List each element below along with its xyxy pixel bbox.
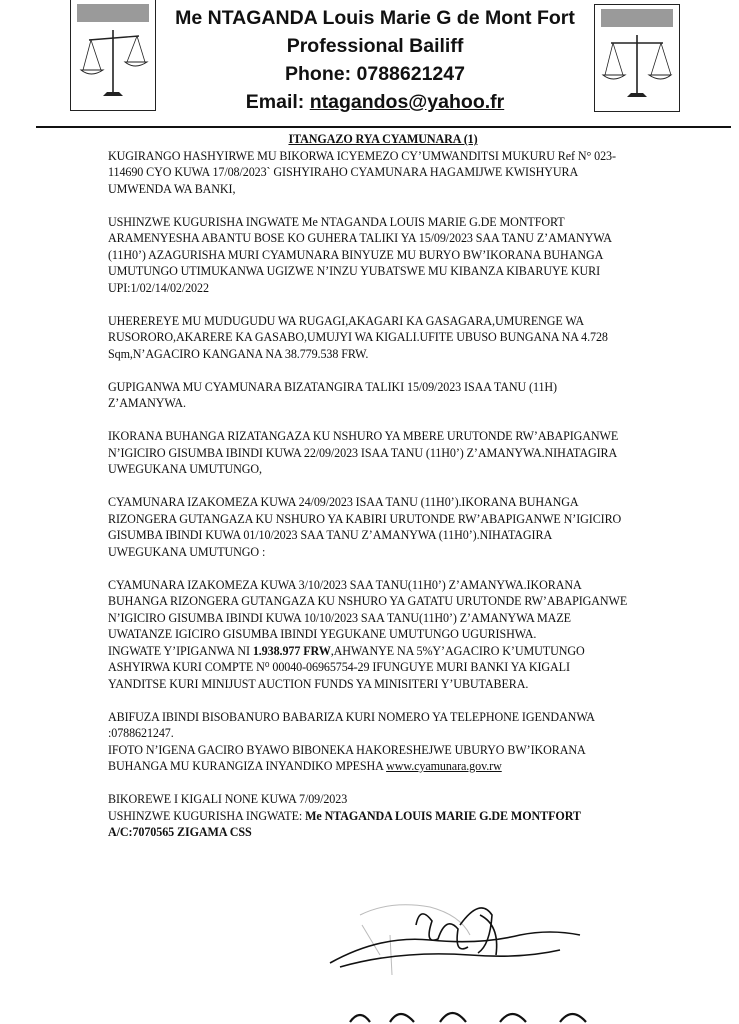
account-line: [108, 824, 628, 841]
paragraph-court-order: KUGIRANGO HASHYIRWE MU BIKORWA ICYEMEZO CY’UMWANDITSI MUKURU Ref N° 023-114690 CYO KUWA 17/08/2023` GISHYIRAHO CYAMUNARA HAGAMIJWE KWISHYURA UMWENDA WA BANKI,: [108, 148, 616, 196]
paragraph-property-location: UHEREREYE MU MUDUGUDU WA RUGAGI,AKAGARI KA GASAGARA,UMURENGE WA RUSORORO,AKARERE KA GASABO,UMUJYI WA KIGALI.UFITE UBUSO BUNGANA NA 4.728 Sqm,N’AGACIRO KANGANA NA 38.779.538 FRW.: [108, 313, 608, 361]
email-link[interactable]: ntagandos@yahoo.fr: [309, 91, 505, 113]
deposit-account-text: ,AHWANYE NA 5%Y’AGACIRO K’UMUTUNGO ASHYIRWA KURI COMPTE N⁰ 00040-06965754-29 IFUNGUYE MURI BANKI YA KIGALI YANDITSE KURI MINIJUST AUCTION FUNDS YA MINISITERI Y’UBUTABERA.: [108, 643, 585, 691]
photos-text: IFOTO N’IGENA GACIRO BYAWO BIBONEKA HAKORESHEJWE UBURYO BW’IKORANA BUHANGA MU KURANGIZA INYANDIKO MPESHA: [108, 742, 585, 773]
account-number: A/C:7070565 ZIGAMA CSS: [108, 825, 252, 839]
bailiff-name: Me NTAGANDA Louis Marie G de Mont Fort: [175, 7, 575, 29]
email-label: Email:: [245, 91, 310, 113]
signature-stamp-image: [320, 895, 600, 985]
signatory-name: Me NTAGANDA LOUIS MARIE G.DE MONTFORT: [305, 808, 581, 823]
cut-off-handwriting-image: [340, 1000, 640, 1024]
issued-place-date: BIKOREWE I KIGALI NONE KUWA 7/09/2023: [108, 792, 348, 806]
scales-logo-right: [594, 4, 680, 112]
cyamunara-link[interactable]: www.cyamunara.gov.rw: [386, 759, 502, 773]
paragraph-third-round: CYAMUNARA IZAKOMEZA KUWA 3/10/2023 SAA TANU(11H0’) Z’AMANYWA.IKORANA BUHANGA RIZONGERA GUTANGAZA KU NSHURO YA GATATU URUTONDE RW’ABAPIGANWE N’IGICIRO GISUMBA IBINDI KUWA 10/10/2023 SAA TANU(11H0’) Z’AMANYWA MAZE UWATANZE IGICIRO GISUMBA IBINDI YEGUKANE UMUTUNGO UGURISHWA.: [108, 577, 628, 641]
scales-of-justice-icon: [601, 31, 673, 107]
notice-title: ITANGAZO RYA CYAMUNARA (1): [288, 132, 478, 146]
header-divider: [36, 126, 731, 128]
bailiff-role: Professional Bailiff: [286, 35, 464, 57]
scales-logo-left: [70, 0, 156, 111]
auction-notice: [108, 131, 628, 841]
paragraph-first-results: IKORANA BUHANGA RIZATANGAZA KU NSHURO YA MBERE URUTONDE RW’ABAPIGANWE N’IGICIRO GISUMBA IBINDI KUWA 22/09/2023 ISAA TANU (11H0’) Z’AMANYWA.NIHATAGIRA UWEGUKANA UMUTUNGO,: [108, 429, 619, 476]
paragraph-bidding-start: GUPIGANWA MU CYAMUNARA BIZATANGIRA TALIKI 15/09/2023 ISAA TANU (11H) Z’AMANYWA.: [108, 379, 557, 410]
paragraph-contact: ABIFUZA IBINDI BISOBANURO BABARIZA KURI NOMERO YA TELEPHONE IGENDANWA :0788621247.: [108, 709, 595, 740]
letterhead-text: [160, 4, 590, 116]
deposit-amount: 1.938.977 FRW: [252, 643, 331, 658]
bailiff-phone: Phone: 0788621247: [285, 63, 465, 85]
signatory-line: [108, 808, 628, 825]
logo-bar: [601, 9, 673, 27]
scales-of-justice-icon: [77, 26, 149, 106]
deposit-text: INGWATE Y’IPIGANWA NI: [108, 643, 253, 658]
signatory-label: USHINZWE KUGURISHA INGWATE:: [108, 808, 306, 823]
letterhead: [0, 0, 739, 128]
paragraph-second-round: CYAMUNARA IZAKOMEZA KUWA 24/09/2023 ISAA TANU (11H0’).IKORANA BUHANGA RIZONGERA GUTANGAZA KU NSHURO YA KABIRI URUTONDE RW’ABAPIGANWE N’IGICIRO GISUMBA IBINDI KUWA 01/10/2023 SAA TANU Z’AMANYWA (11H0’).NIHATAGIRA UWEGUKANA UMUTUNGO :: [108, 495, 622, 559]
paragraph-deposit: [108, 643, 628, 693]
logo-bar: [77, 4, 149, 22]
bailiff-email-line: [160, 88, 590, 116]
paragraph-auction-announcement: USHINZWE KUGURISHA INGWATE Me NTAGANDA LOUIS MARIE G.DE MONTFORT ARAMENYESHA ABANTU BOSE KO GUHERA TALIKI YA 15/09/2023 SAA TANU Z’AMANYWA (11H0’) AZAGURISHA MURI CYAMUNARA BINYUZE MU BURYO BW’IKORANA BUHANGA UMUTUNGO UTIMUKANWA UGIZWE N’INZU YUBATSWE MU KIBANZA KIBARUYE KURI UPI:1/02/14/02/2022: [108, 214, 612, 295]
paragraph-photos: [108, 742, 628, 775]
